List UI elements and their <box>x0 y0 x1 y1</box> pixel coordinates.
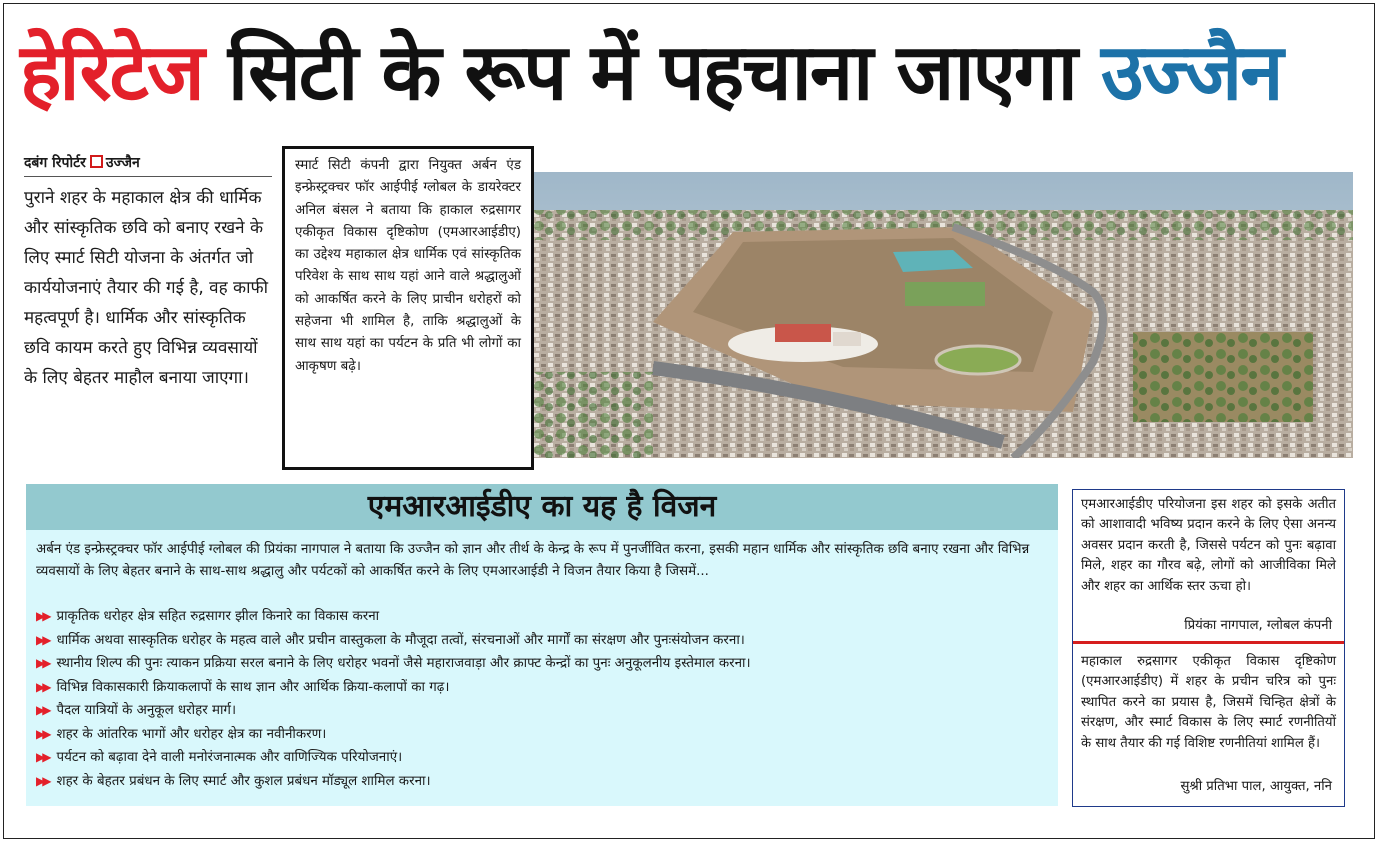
vision-point-text: धार्मिक अथवा सास्कृतिक धरोहर के महत्व वाले और प्रचीन वास्तुकला के मौजूदा तत्वों, संरचनाओं और मार्गों का संरक्षण और पुनःसंयोजन करना। <box>56 632 745 648</box>
double-arrow-icon: ▶▶ <box>36 726 49 741</box>
double-arrow-icon: ▶▶ <box>36 750 49 764</box>
vision-point-text: पर्यटन को बढ़ावा देने वाली मनोरंजनात्मक और वाणिज्यिक परियोजनाएं। <box>56 750 403 765</box>
list-item <box>36 605 1048 629</box>
double-arrow-icon: ▶▶ <box>36 609 49 623</box>
lead-paragraph: पुराने शहर के महाकाल क्षेत्र की धार्मिक और सांस्कृतिक छवि को बनाए रखने के लिए स्मार्ट सिटी योजना के अंतर्गत जो कार्ययोजनाएं तैयार की गई है, वह काफी महत्वपूर्ण है। धार्मिक और सांस्कृतिक छवि कायम करते हुए विभिन्न व्यवसायों के लिए बेहतर माहौल बनाया जाएगा। <box>24 188 269 388</box>
sidebar-quotes <box>1072 489 1345 807</box>
list-item <box>36 629 1048 653</box>
vision-point-text: शहर के बेहतर प्रबंधन के लिए स्मार्ट और कुशल प्रबंधन मॉड्यूल शामिल करना। <box>56 773 431 789</box>
vision-points <box>36 605 1048 793</box>
list-item <box>36 652 1048 676</box>
vision-point-text: प्राकृतिक धरोहर क्षेत्र सहित रुद्रसागर झील किनारे का विकास करना <box>56 609 380 624</box>
double-arrow-icon: ▶▶ <box>36 656 49 670</box>
vision-point-text: विभिन्न विकासकारी क्रियाकलापों के साथ ज्ञान और आर्थिक क्रिया-कलापों का गढ़। <box>56 679 450 695</box>
sidebar-quote-2: महाकाल रुद्रसागर एकीकृत विकास दृष्टिकोण (एमआरआईडीए) में शहर के प्रचीन चरित्र को पुनः स्थापित करने का प्रयास है, जिसमें चिन्हित क्षेत्रों के संरक्षण, और स्मार्ट विकास के लिए स्मार्ट रणनीतियों के साथ तैयार की गई विशिष्ट रणनीतियां शामिल हैं। <box>1081 654 1336 751</box>
headline-middle: सिटी के रूप में पहचाना जाएगा <box>227 28 1076 118</box>
sidebar-divider <box>1073 641 1344 644</box>
vision-point-text: पैदल यात्रियों के अनुकूल धरोहर मार्ग। <box>56 703 237 718</box>
headline-word-ujjain: उज्जैन <box>1100 28 1282 118</box>
list-item <box>36 746 1048 770</box>
separator-square-icon <box>90 155 103 168</box>
vision-point-text: शहर के आंतरिक भागों और धरोहर क्षेत्र का नवीनीकरण। <box>56 726 327 742</box>
aerial-photo <box>533 172 1353 458</box>
byline <box>24 152 272 177</box>
vision-intro: अर्बन एंड इन्फ्रेस्ट्रक्चर फॉर आईपीई ग्लोबल की प्रियंका नागपाल ने बताया कि उज्जैन को ज्ञान और तीर्थ के केन्द्र के रूप में पुनर्जीवित करना, इसकी महान धार्मिक और सांस्कृतिक छवि बनाए रखना और विभिन्न व्यवसायों के लिए बेहतर बनाने के साथ-साथ श्रद्धालु और पर्यटकों को आकर्षित करने के लिए एमआरआईडी ने विजन तैयार किया है जिसमें... <box>36 542 1030 579</box>
quote-box: स्मार्ट सिटी कंपनी द्वारा नियुक्त अर्बन एंड इन्फ्रेस्ट्रक्चर फॉर आईपीई ग्लोबल के डायरेक्टर अनिल बंसल ने बताया कि हाकाल रुद्रसागर एकीकृत विकास दृष्टिकोण (एमआरआईडीए) का उद्देश्य महाकाल क्षेत्र धार्मिक एवं सांस्कृतिक परिवेश के साथ साथ यहां आने वाले श्रद्धालुओं को आकर्षित करने के लिए प्राचीन धरोहरों को सहेजना भी शामिल है, ताकि श्रद्धालुओं के साथ साथ यहां का पर्यटन के प्रति भी लोगों का आकृषण बढ़े। <box>282 146 534 470</box>
vision-title: एमआरआईडीए का यह है विजन <box>26 484 1058 530</box>
double-arrow-icon: ▶▶ <box>36 632 49 647</box>
double-arrow-icon: ▶▶ <box>36 773 49 788</box>
double-arrow-icon: ▶▶ <box>36 679 49 694</box>
list-item <box>36 676 1048 700</box>
double-arrow-icon: ▶▶ <box>36 703 49 717</box>
headline <box>20 18 1360 128</box>
sidebar-attribution-1: प्रियंका नागपाल, ग्लोबल कंपनी <box>1184 618 1332 633</box>
list-item <box>36 699 1048 723</box>
vision-point-text: स्थानीय शिल्प की पुनः त्याकन प्रक्रिया सरल बनाने के लिए धरोहर भवनों जैसे महाराजवाड़ा और क्राफ्ट केन्द्रों का पुनः अनुकूलनीय इस्तेमाल करना। <box>56 656 751 671</box>
headline-word-heritage: हेरिटेज <box>20 28 203 118</box>
sidebar-quote-1: एमआरआईडीए परियोजना इस शहर को इसके अतीत को आशावादी भविष्य प्रदान करने के लिए ऐसा अनन्य अवसर प्रदान करती है, जिससे पर्यटन को पुनः बढ़ावा मिले, शहर का गौरव बढ़े, लोगों को आजीविका मिले और शहर का आर्थिक स्तर ऊचा हो। <box>1081 497 1336 594</box>
vision-section <box>26 484 1058 806</box>
sidebar-attribution-2: सुश्री प्रतिभा पाल, आयुक्त, ननि <box>1180 779 1332 794</box>
list-item <box>36 723 1048 747</box>
dateline-city: उज्जैन <box>105 155 140 171</box>
list-item <box>36 770 1048 794</box>
aerial-city-image <box>533 172 1353 458</box>
reporter-name: दबंग रिपोर्टर <box>24 155 86 171</box>
